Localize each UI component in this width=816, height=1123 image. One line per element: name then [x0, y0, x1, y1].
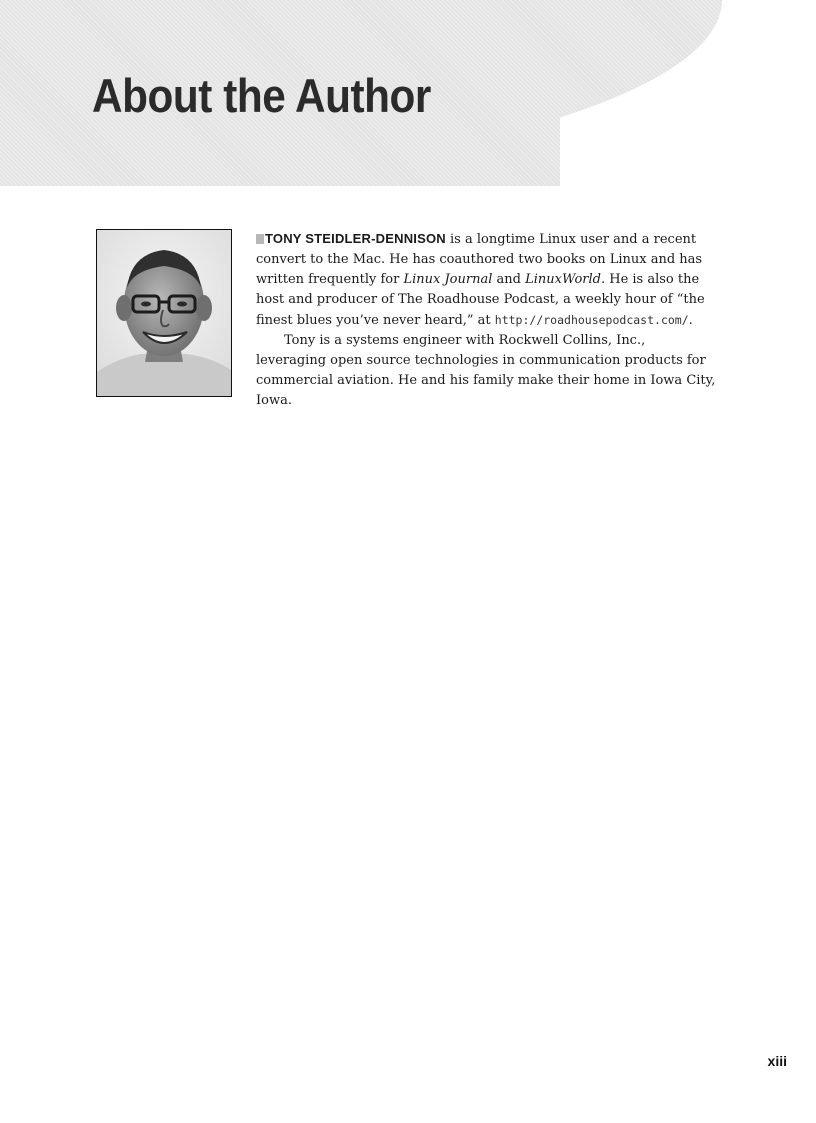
page-number: xiii	[767, 1053, 787, 1069]
podcast-url: http://roadhousepodcast.com/	[494, 313, 689, 327]
author-portrait-illustration	[97, 230, 231, 396]
publication-title: Linux Journal	[403, 272, 493, 287]
bio-paragraph-1	[256, 229, 718, 331]
bio-text: .	[688, 313, 693, 328]
publication-title: LinuxWorld	[525, 272, 601, 287]
author-photo	[96, 229, 232, 397]
author-name: TONY STEIDLER-DENNISON	[265, 231, 446, 246]
bio-text: . He is also the host and producer of The Roadhouse Podcast, a weekly hour of “the finest blues you’ve never heard,” at	[256, 272, 705, 328]
bio-text: is a longtime Linux user and a recent convert to the Mac. He has coauthored two books on Linux and has written frequently for	[256, 232, 703, 287]
chapter-title: About the Author	[92, 69, 431, 122]
paragraph-marker-icon	[256, 234, 264, 244]
bio-paragraph-2: Tony is a systems engineer with Rockwell Collins, Inc., leveraging open source technologies in communication products for commercial aviation. He and his family make their home in Iowa City, Iowa.	[256, 333, 716, 408]
bio-text: and	[492, 272, 526, 287]
author-bio	[256, 229, 718, 411]
